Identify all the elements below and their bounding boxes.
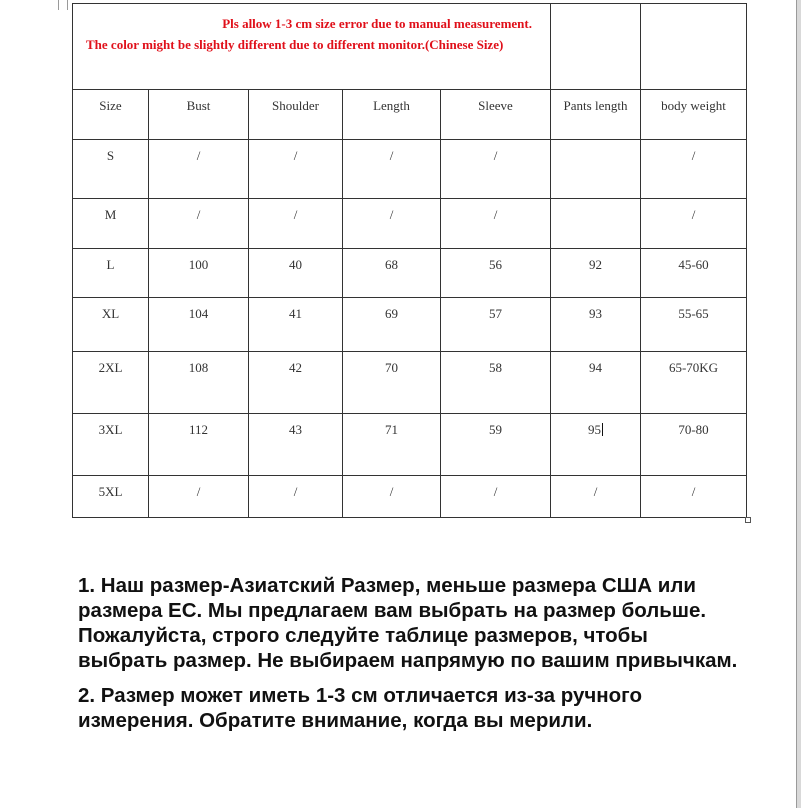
table-cell[interactable]: /	[249, 199, 343, 249]
table-cell[interactable]: XL	[73, 298, 149, 352]
table-cell[interactable]: 92	[551, 249, 641, 298]
table-cell[interactable]: 40	[249, 249, 343, 298]
table-cell[interactable]: /	[149, 140, 249, 199]
table-cell[interactable]: 58	[441, 352, 551, 414]
table-cell[interactable]: 3XL	[73, 414, 149, 476]
table-cell[interactable]: 112	[149, 414, 249, 476]
table-row	[73, 298, 747, 352]
table-cell[interactable]: /	[441, 476, 551, 518]
table-cell[interactable]: 55-65	[641, 298, 747, 352]
cell-text: 95	[588, 422, 601, 437]
table-cell[interactable]: /	[249, 476, 343, 518]
header-cell-sleeve[interactable]: Sleeve	[441, 90, 551, 140]
table-cell[interactable]: /	[149, 476, 249, 518]
table-cell[interactable]: 43	[249, 414, 343, 476]
header-row	[73, 90, 747, 140]
table-cell[interactable]: 45-60	[641, 249, 747, 298]
header-cell-size[interactable]: Size	[73, 90, 149, 140]
page-scroll-edge	[796, 0, 801, 808]
table-cell[interactable]: 2XL	[73, 352, 149, 414]
table-cell[interactable]: 108	[149, 352, 249, 414]
table-row	[73, 249, 747, 298]
table-cell[interactable]: 94	[551, 352, 641, 414]
page-edge-marker	[58, 0, 59, 10]
table-cell[interactable]	[551, 199, 641, 249]
header-cell-body-weight[interactable]: body weight	[641, 90, 747, 140]
table-cell[interactable]: /	[641, 199, 747, 249]
table-row	[73, 414, 747, 476]
table-cell[interactable]: /	[441, 199, 551, 249]
empty-cell[interactable]	[641, 4, 747, 90]
table-cell[interactable]: /	[343, 199, 441, 249]
table-cell[interactable]: /	[343, 476, 441, 518]
table-cell[interactable]: 71	[343, 414, 441, 476]
table-cell[interactable]: 42	[249, 352, 343, 414]
table-row	[73, 140, 747, 199]
header-cell-pants-length[interactable]: Pants length	[551, 90, 641, 140]
notice-line-1: Pls allow 1-3 cm size error due to manual measurement.	[222, 16, 532, 31]
table-cell[interactable]: L	[73, 249, 149, 298]
table-cell[interactable]: /	[149, 199, 249, 249]
table-cell[interactable]: S	[73, 140, 149, 199]
table-cell[interactable]: /	[551, 476, 641, 518]
table-cell[interactable]: 70-80	[641, 414, 747, 476]
header-cell-length[interactable]: Length	[343, 90, 441, 140]
table-cell[interactable]: 41	[249, 298, 343, 352]
note-paragraph-2: 2. Размер может иметь 1-3 см отличается из-за ручного измерения. Обратите внимание, когда вы мерили.	[78, 684, 642, 732]
table-cell[interactable]: 56	[441, 249, 551, 298]
table-cell[interactable]: 65-70KG	[641, 352, 747, 414]
table-cell[interactable]: 100	[149, 249, 249, 298]
table-cell[interactable]: 69	[343, 298, 441, 352]
table-cell[interactable]: 93	[551, 298, 641, 352]
notice-cell	[73, 4, 551, 90]
table-cell[interactable]: 70	[343, 352, 441, 414]
empty-cell[interactable]	[551, 4, 641, 90]
table-cell[interactable]: /	[249, 140, 343, 199]
page-edge-marker	[67, 0, 68, 10]
table-cell[interactable]: /	[641, 140, 747, 199]
text-cursor	[602, 423, 603, 436]
table-cell[interactable]: 57	[441, 298, 551, 352]
table-cell[interactable]: /	[641, 476, 747, 518]
table-row	[73, 352, 747, 414]
table-cell[interactable]: /	[343, 140, 441, 199]
size-chart-table	[72, 3, 747, 518]
table-cell[interactable]: 5XL	[73, 476, 149, 518]
table-cell[interactable]: 104	[149, 298, 249, 352]
size-notes	[78, 573, 738, 743]
table-row	[73, 476, 747, 518]
header-cell-shoulder[interactable]: Shoulder	[249, 90, 343, 140]
table-cell[interactable]: /	[441, 140, 551, 199]
table-cell[interactable]: 59	[441, 414, 551, 476]
table-resize-handle[interactable]	[745, 517, 751, 523]
note-paragraph-1: 1. Наш размер-Азиатский Размер, меньше размера США или размера ЕС. Мы предлагаем вам выбрать на размер больше. Пожалуйста, строго следуйте таблице размеров, чтобы выбрать размер. Не выбираем напрямую по вашим привычкам.	[78, 574, 738, 672]
table-cell[interactable]: 68	[343, 249, 441, 298]
header-cell-bust[interactable]: Bust	[149, 90, 249, 140]
notice-row	[73, 4, 747, 90]
table-cell[interactable]: M	[73, 199, 149, 249]
table-cell[interactable]	[551, 140, 641, 199]
table-cell-active[interactable]	[551, 414, 641, 476]
notice-line-2: The color might be slightly different due to different monitor.(Chinese Size)	[86, 37, 504, 52]
table-row	[73, 199, 747, 249]
